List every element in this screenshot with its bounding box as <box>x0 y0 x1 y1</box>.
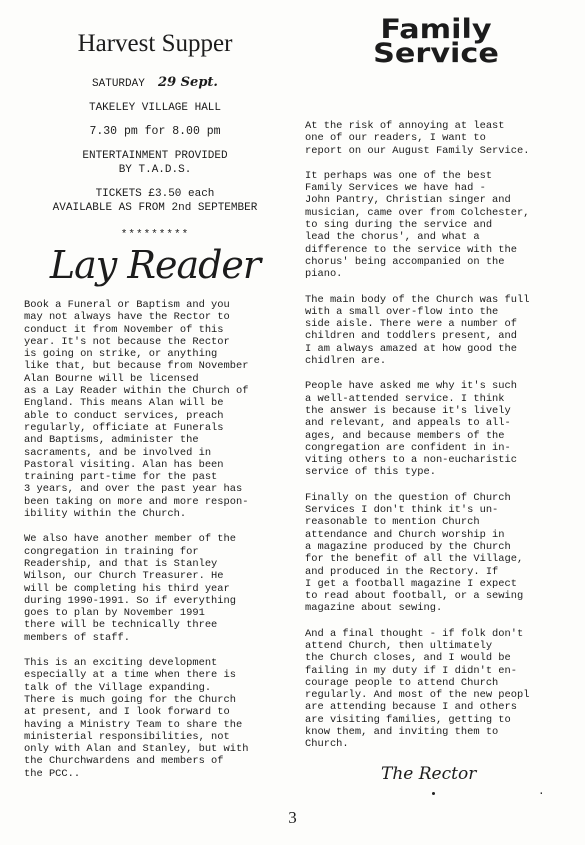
family-service-title <box>289 14 582 69</box>
family-service-title-line-2: Service <box>373 38 499 69</box>
ink-dot <box>432 792 435 795</box>
harvest-tickets-1: TICKETS £3.50 each <box>95 188 215 200</box>
rector-signature: The Rector <box>381 763 477 784</box>
harvest-entertainment-2: BY T.A.D.S. <box>118 164 192 176</box>
family-service-paragraph-4: People have asked me why it's such a well-attended service. I think the answer is because it's lively and relevant, and appeals to all- ages, and because members of the congregation are confident in in- viting others to a non-eucharistic service of this type. <box>305 380 518 479</box>
family-service-paragraph-5: Finally on the question of Church Services I don't think it's un- reasonable to mention Church attendance and Church worship in a magazine produced by the Church for the benefit of all the Village, and produced in the Rectory. If I get a football magazine I expect to read about football, or a sewing magazine about sewing. <box>305 491 524 615</box>
left-column <box>24 30 286 793</box>
harvest-time: 7.30 pm for 8.00 pm <box>89 125 221 138</box>
family-service-paragraph-2: It perhaps was one of the best Family Services we have had - John Pantry, Christian singer and musician, came over from Colchester, to sing during the service and lead the chorus', and what a difference to the service with the chorus' being accompanied on the piano. <box>305 169 530 281</box>
family-service-paragraph-3: The main body of the Church was full with a small over-flow into the side aisle. There were a number of children and toddlers present, and I am always amazed at how good the chidlren are. <box>305 293 530 368</box>
lay-reader-paragraph-2: We also have another member of the congregation in training for Readership, and that is Stanley Wilson, our Church Treasurer. He will be completing his third year during 1990-1991. So if everything goes to plan by November 1991 there will be technically three members of staff. <box>24 533 237 644</box>
lay-reader-paragraph-3: This is an exciting development especially at a time when there is talk of the Village expanding. There is much going for the Church at present, and I look forward to having a Ministry Team to share the ministerial responsibilities, not only with Alan and Stanley, but with the Churchwardens and members of the PCC.. <box>24 657 249 780</box>
harvest-date-handwritten: 29 Sept. <box>158 75 218 90</box>
harvest-entertainment-1: ENTERTAINMENT PROVIDED <box>82 150 228 162</box>
signature-dot-mark: . <box>538 786 545 798</box>
harvest-day: SATURDAY <box>92 78 145 90</box>
lay-reader-paragraph-1: Book a Funeral or Baptism and you may not always have the Rector to conduct it from November of this year. It's not because the Rector is going on strike, or anything like that, but because from November Alan Bourne will be licensed as a Lay Reader within the Church of England. This means Alan will be able to conduct services, preach regularly, officiate at Funerals and Baptisms, administer the sacraments, and be involved in Pastoral visiting. Alan has been training part-time for the past 3 years, and over the past year has been taking on more and more respon- ibility within the Church. <box>24 299 249 521</box>
separator-stars: ********* <box>120 229 190 241</box>
harvest-tickets-2: AVAILABLE AS FROM 2nd SEPTEMBER <box>52 202 258 214</box>
family-service-title-line-1: Family <box>380 14 492 45</box>
harvest-venue: TAKELEY VILLAGE HALL <box>88 102 222 114</box>
family-service-paragraph-6: And a final thought - if folk don't attend Church, then ultimately the Church closes, and I would be failing in my duty if I didn't en- courage people to attend Church regularly. And most of the new peopl are attending because I and others are visiting families, getting to know them, and inviting them to Church. <box>305 627 530 751</box>
harvest-notice <box>24 76 286 215</box>
right-column <box>305 14 567 784</box>
harvest-supper-title: Harvest Supper <box>77 30 233 57</box>
page-number: 3 <box>288 808 297 827</box>
lay-reader-title: Lay Reader <box>49 243 261 287</box>
harvest-date <box>24 76 286 91</box>
family-service-paragraph-1: At the risk of annoying at least one of our readers, I want to report on our August Family Service. <box>305 120 530 157</box>
